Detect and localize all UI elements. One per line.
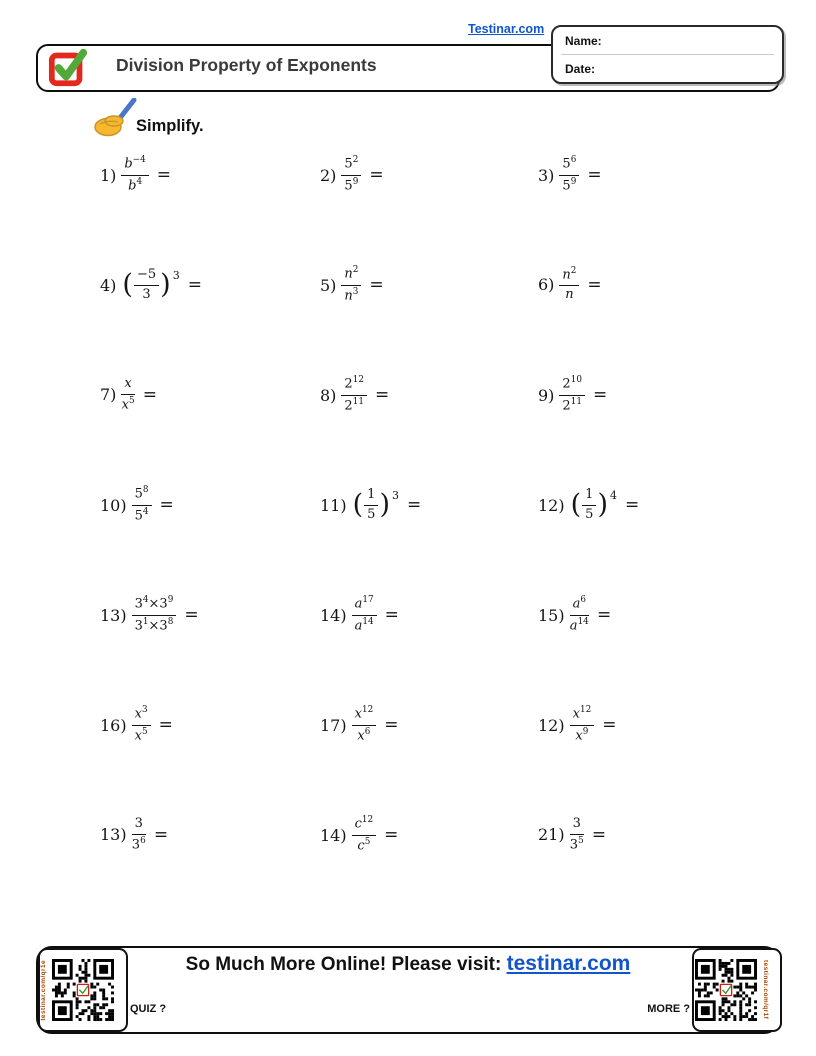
name-date-box: [551, 25, 784, 84]
equals-sign: =: [158, 715, 173, 735]
problem-label: 14): [320, 825, 347, 845]
fraction: [341, 155, 361, 194]
qr-code-left: [38, 948, 128, 1032]
equals-sign: =: [624, 495, 640, 515]
numerator: 1: [364, 487, 378, 506]
fraction: [341, 265, 361, 304]
footer-link[interactable]: testinar.com: [506, 952, 631, 975]
denominator: $3^5$: [569, 835, 584, 853]
footer-message-text: So Much More Online! Please visit:: [185, 954, 507, 975]
problem-label: 8): [320, 385, 337, 405]
equals-sign: =: [159, 495, 174, 515]
denominator: $2^{11}$: [344, 396, 364, 413]
numerator: 1: [582, 487, 596, 506]
fraction: [364, 487, 378, 524]
equals-sign: =: [374, 385, 390, 405]
numerator: $n^2$: [341, 265, 361, 285]
fraction: [352, 595, 377, 634]
fraction: [582, 487, 596, 524]
denominator: $c^5$: [357, 836, 371, 853]
denominator: $x^5$: [121, 395, 135, 413]
denominator: $n^3$: [344, 286, 359, 303]
equals-sign: =: [156, 165, 172, 185]
quiz-label: QUIZ ?: [130, 1003, 167, 1015]
numerator: $3^4\times 3^9$: [132, 595, 177, 615]
qr-left-caption: testinar.com/qr1e: [40, 959, 47, 1021]
problem-item: [538, 155, 602, 194]
equals-sign: =: [187, 275, 202, 295]
fraction: [570, 705, 595, 744]
problem-label: 17): [320, 715, 347, 735]
qr-code-right: [692, 948, 782, 1032]
problem-item: [538, 816, 606, 854]
problem-label: 14): [320, 605, 347, 625]
outer-exponent: 4: [609, 488, 617, 502]
problem-item: [100, 267, 202, 304]
problem-label: 9): [538, 385, 555, 405]
problem-item: [538, 595, 611, 634]
problem-label: 12): [538, 495, 565, 515]
denominator: $b^4$: [128, 176, 143, 193]
problem-label: 16): [100, 715, 127, 735]
problem-label: 12): [538, 715, 565, 735]
problem-item: [320, 815, 398, 854]
problem-item: [100, 155, 171, 194]
numerator: −5: [134, 267, 159, 286]
denominator: $a^{14}$: [354, 616, 374, 633]
equals-sign: =: [587, 165, 602, 185]
numerator: $5^8$: [132, 485, 152, 505]
equals-sign: =: [142, 384, 158, 405]
fraction: [570, 816, 584, 854]
numerator: $c^{12}$: [352, 815, 377, 835]
equals-sign: =: [602, 715, 617, 735]
close-paren: ): [379, 488, 390, 520]
equals-sign: =: [153, 824, 169, 845]
denominator: $2^{11}$: [562, 396, 582, 413]
more-label: MORE ?: [647, 1003, 690, 1015]
denominator: $3^1\times 3^8$: [134, 616, 174, 633]
denominator: $x^9$: [575, 726, 589, 743]
open-paren: (: [122, 268, 133, 300]
qr-right-icon: [695, 959, 757, 1021]
equals-sign: =: [592, 385, 608, 405]
qr-right-caption: testinar.com/qr1f: [762, 960, 769, 1020]
open-paren: (: [570, 488, 582, 520]
problem-label: 2): [320, 165, 337, 185]
problem-item: [100, 376, 157, 414]
equals-sign: =: [597, 605, 612, 625]
fraction: [132, 595, 177, 634]
denominator: n: [565, 287, 574, 303]
problem-label: 7): [100, 385, 117, 405]
numerator: $b^{-4}$: [121, 155, 148, 175]
fraction: [341, 375, 367, 414]
problem-label: 1): [100, 165, 117, 185]
numerator: $x^{12}$: [352, 705, 377, 725]
fraction: [121, 155, 148, 194]
problem-item: [320, 375, 389, 414]
checkbox-logo-icon: [48, 46, 90, 88]
problem-label: 3): [538, 165, 555, 185]
numerator: $2^{10}$: [559, 375, 585, 395]
problem-item: [320, 595, 399, 634]
numerator: $a^6$: [570, 595, 589, 615]
numerator: $n^2$: [559, 266, 579, 286]
equals-sign: =: [369, 275, 384, 295]
fraction: [352, 815, 377, 854]
close-paren: ): [160, 268, 171, 300]
denominator: 5: [367, 506, 376, 522]
numerator: $5^6$: [559, 155, 579, 175]
problem-label: 11): [320, 495, 347, 515]
problem-item: [320, 487, 421, 524]
numerator: $a^{17}$: [352, 595, 377, 615]
problems-grid: [100, 120, 760, 890]
fraction: [134, 267, 159, 304]
denominator: 3: [142, 286, 151, 302]
denominator: $5^4$: [134, 506, 149, 523]
name-label: Name:: [565, 33, 602, 48]
site-link[interactable]: Testinar.com: [468, 22, 545, 36]
denominator: $a^{14}$: [569, 616, 589, 633]
problem-item: [100, 595, 199, 634]
denominator: $5^9$: [562, 176, 577, 193]
numerator: $x^{12}$: [570, 705, 595, 725]
problem-label: 21): [538, 825, 565, 845]
problem-item: [538, 266, 602, 304]
equals-sign: =: [406, 495, 422, 515]
footer-message: [130, 952, 686, 976]
equals-sign: =: [184, 605, 199, 625]
problem-item: [538, 487, 639, 524]
fraction: [132, 816, 146, 854]
denominator: $5^9$: [344, 176, 359, 193]
problem-label: 13): [100, 825, 127, 845]
fraction: [132, 705, 151, 744]
fraction: [132, 485, 152, 524]
problem-item: [320, 155, 384, 194]
problem-item: [538, 705, 616, 744]
fraction: [559, 155, 579, 194]
instruction-label: Simplify.: [136, 117, 204, 135]
fraction: [570, 595, 589, 634]
equals-sign: =: [384, 825, 399, 845]
numerator: x: [121, 376, 134, 395]
fraction: [121, 376, 134, 414]
denominator: $x^5$: [134, 726, 148, 743]
problem-item: [320, 265, 384, 304]
outer-exponent: 3: [391, 488, 399, 502]
equals-sign: =: [587, 274, 602, 295]
numerator: $x^3$: [132, 705, 151, 725]
problem-label: 15): [538, 605, 565, 625]
problem-item: [100, 485, 174, 524]
numerator: 3: [570, 816, 584, 835]
page-title: Division Property of Exponents: [116, 55, 377, 75]
denominator: $3^6$: [131, 835, 146, 853]
date-label: Date:: [565, 61, 596, 76]
problem-item: [100, 816, 168, 854]
problem-label: 10): [100, 495, 127, 515]
problem-label: 5): [320, 275, 337, 295]
denominator: 5: [585, 506, 594, 522]
equals-sign: =: [369, 165, 384, 185]
fraction: [559, 266, 579, 304]
equals-sign: =: [591, 824, 607, 845]
numerator: $5^2$: [341, 155, 361, 175]
qr-left-icon: [52, 959, 114, 1021]
outer-exponent: 3: [172, 268, 180, 282]
problem-item: [538, 375, 607, 414]
equals-sign: =: [384, 715, 399, 735]
equals-sign: =: [384, 605, 399, 625]
problem-label: 13): [100, 605, 127, 625]
fraction: [352, 705, 377, 744]
close-paren: ): [597, 488, 608, 520]
problem-label: 6): [538, 275, 555, 295]
denominator: $x^6$: [357, 726, 371, 743]
numerator: $2^{12}$: [341, 375, 367, 395]
fraction: [559, 375, 585, 414]
problem-item: [320, 705, 398, 744]
problem-item: [100, 705, 173, 744]
open-paren: (: [352, 488, 364, 520]
problem-label: 4): [100, 275, 117, 295]
numerator: 3: [132, 816, 146, 835]
